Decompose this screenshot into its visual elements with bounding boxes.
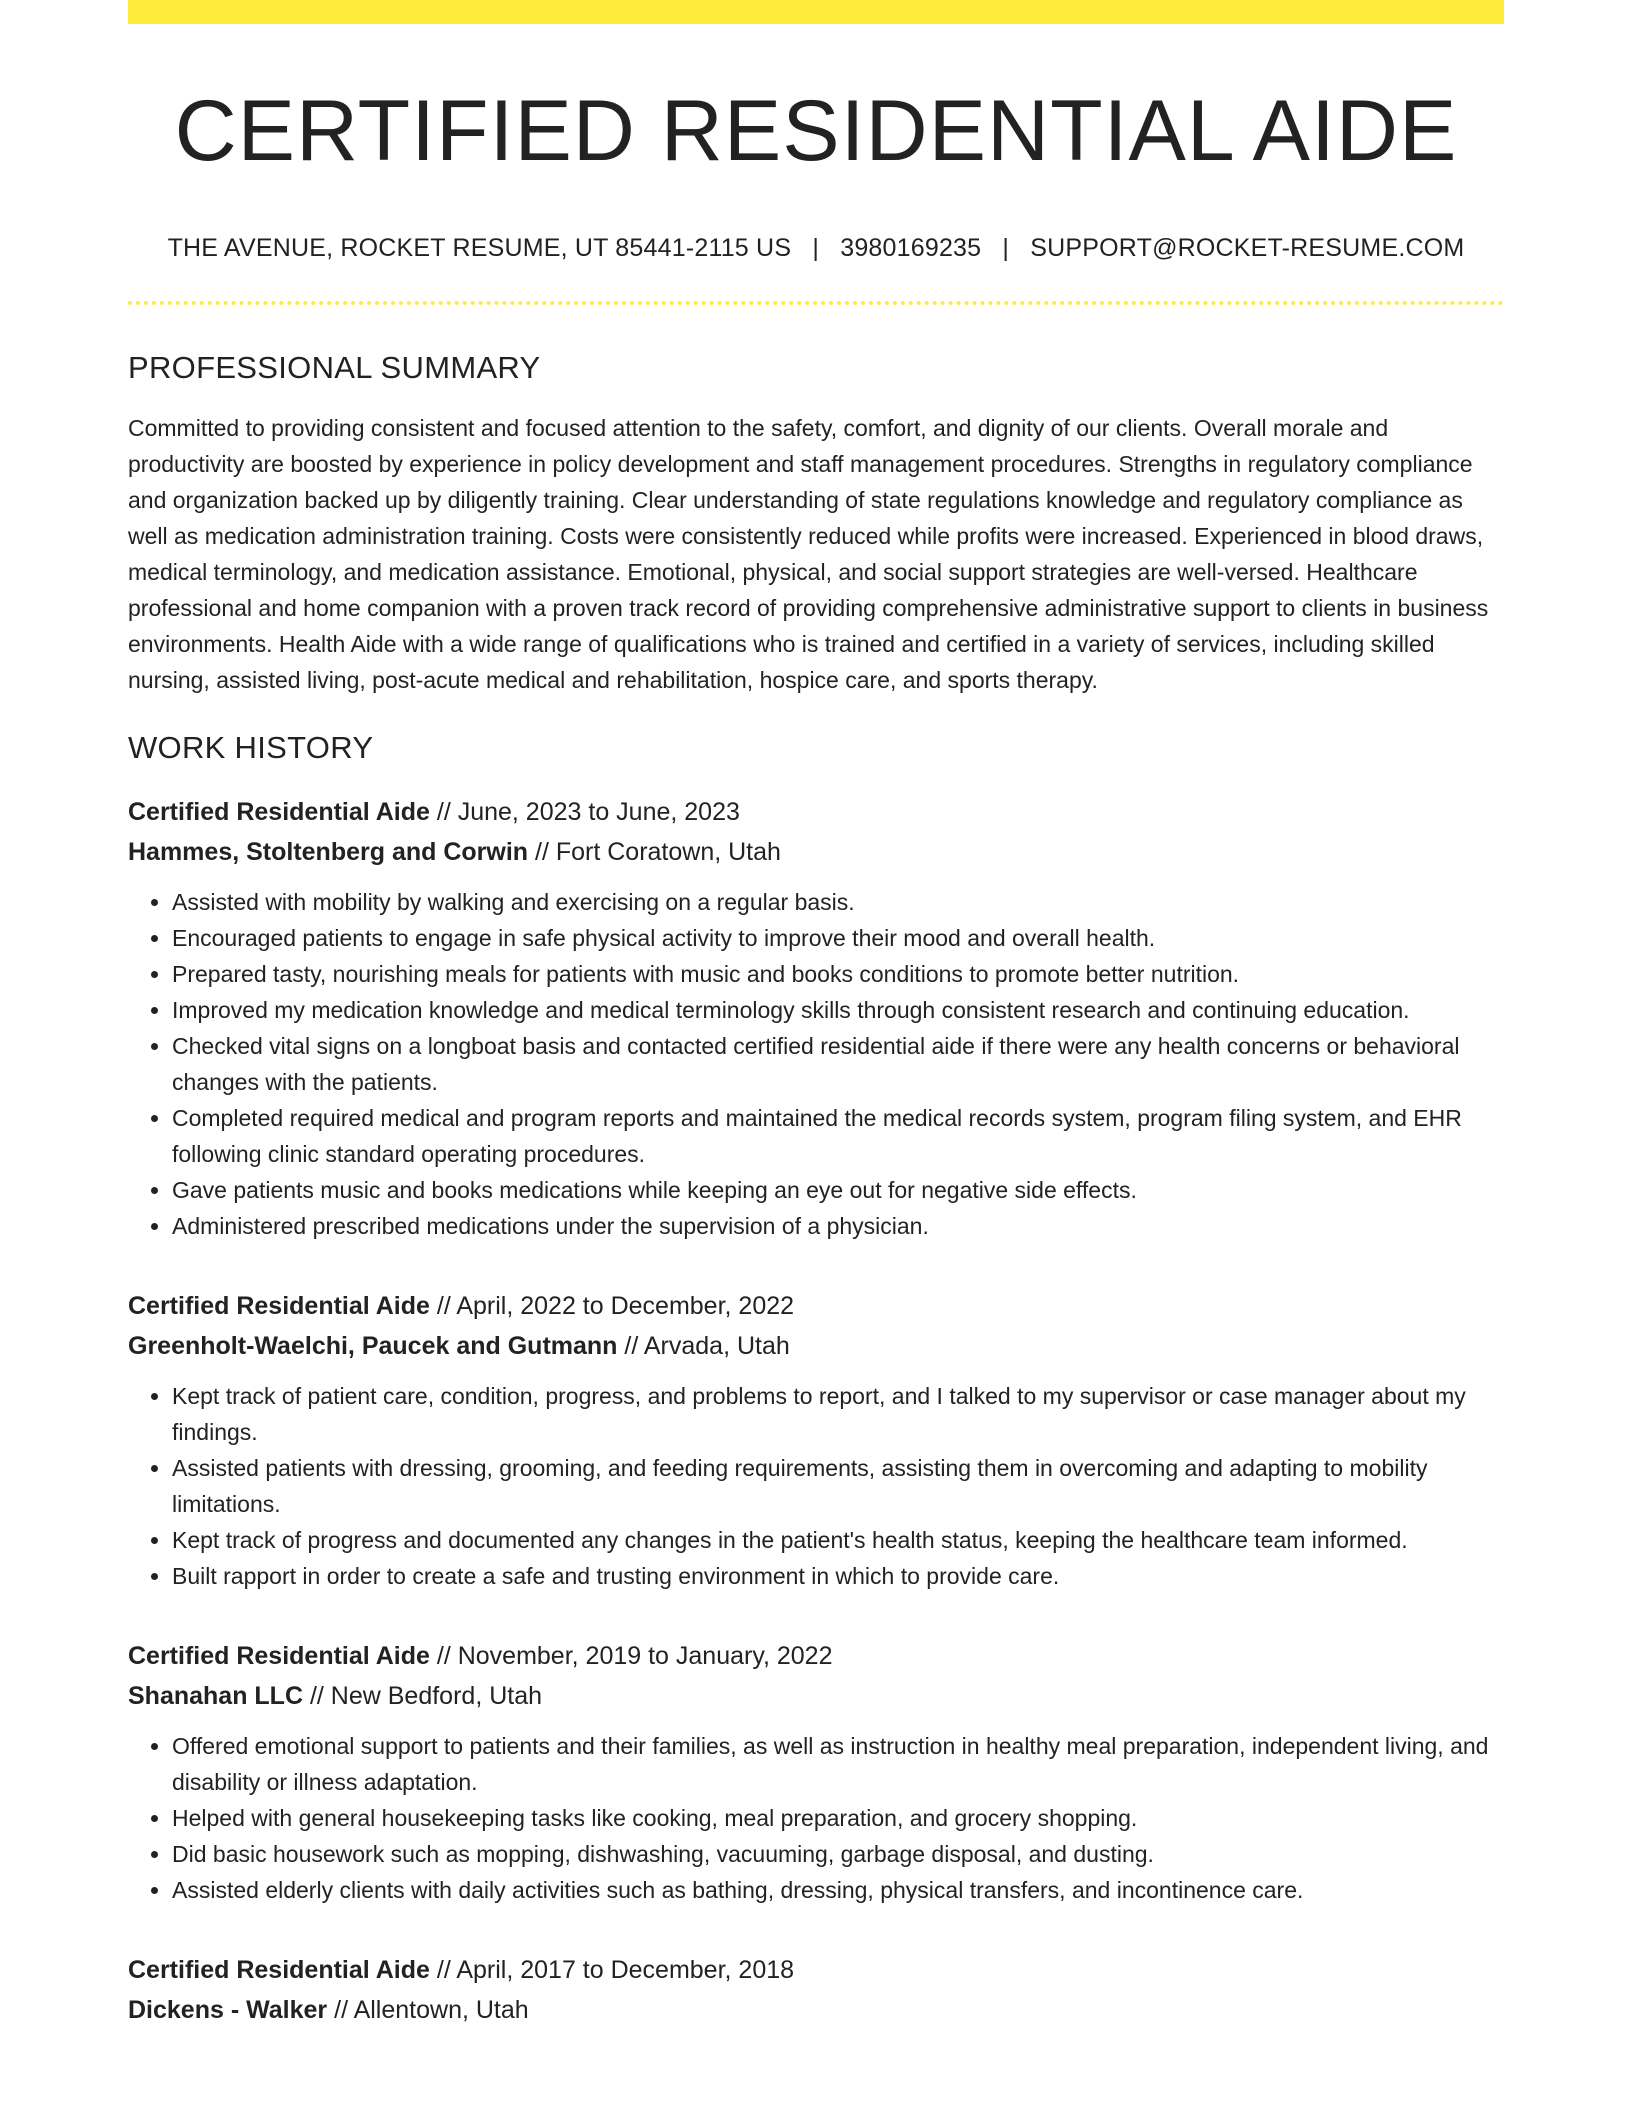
duty-item: • Gave patients music and books medications while keeping an eye out for negative side effects.: [172, 1172, 1504, 1208]
job-role: Certified Residential Aide: [128, 1955, 430, 1984]
job-company-line: [128, 1990, 1504, 2030]
duty-item: • Prepared tasty, nourishing meals for patients with music and books conditions to promote better nutrition.: [172, 956, 1504, 992]
job-dates: // November, 2019 to January, 2022: [429, 1641, 833, 1670]
job-title-line: [128, 792, 1504, 832]
job-location: // New Bedford, Utah: [303, 1681, 543, 1710]
job-title-line: [128, 1950, 1504, 1990]
job-entry: [128, 1950, 1504, 2030]
work-history-list: [128, 792, 1504, 2030]
contact-separator: |: [812, 233, 820, 262]
job-company: Shanahan LLC: [128, 1681, 304, 1710]
work-history-heading: WORK HISTORY: [128, 729, 374, 765]
duty-item: • Improved my medication knowledge and medical terminology skills through consistent research and continuing education.: [172, 992, 1504, 1028]
duty-item: • Offered emotional support to patients and their families, as well as instruction in healthy meal preparation, independent living, and disability or illness adaptation.: [172, 1728, 1504, 1800]
duty-item: • Administered prescribed medications under the supervision of a physician.: [172, 1208, 1504, 1244]
job-duties-list: [128, 1728, 1504, 1908]
duty-item: • Encouraged patients to engage in safe physical activity to improve their mood and overall health.: [172, 920, 1504, 956]
job-role: Certified Residential Aide: [128, 797, 430, 826]
header-divider: [128, 301, 1504, 305]
job-duties-list: [128, 1378, 1504, 1594]
duty-item: • Did basic housework such as mopping, dishwashing, vacuuming, garbage disposal, and dusting.: [172, 1836, 1504, 1872]
job-dates: // April, 2022 to December, 2022: [429, 1291, 795, 1320]
duty-item: • Built rapport in order to create a safe and trusting environment in which to provide care.: [172, 1558, 1504, 1594]
job-company: Greenholt-Waelchi, Paucek and Gutmann: [128, 1331, 618, 1360]
contact-address: THE AVENUE, ROCKET RESUME, UT 85441-2115 US: [167, 233, 792, 262]
contact-phone: 3980169235: [840, 233, 982, 262]
job-dates: // April, 2017 to December, 2018: [429, 1955, 795, 1984]
contact-separator: |: [1002, 233, 1010, 262]
duty-item: • Completed required medical and program reports and maintained the medical records system, program filing system, and EHR following clinic standard operating procedures.: [172, 1100, 1504, 1172]
job-company-line: [128, 832, 1504, 872]
job-company: Hammes, Stoltenberg and Corwin: [128, 837, 529, 866]
resume-title: CERTIFIED RESIDENTIAL AIDE: [174, 83, 1458, 179]
job-location: // Arvada, Utah: [617, 1331, 790, 1360]
duty-item: • Helped with general housekeeping tasks like cooking, meal preparation, and grocery shopping.: [172, 1800, 1504, 1836]
duty-item: • Assisted elderly clients with daily activities such as bathing, dressing, physical transfers, and incontinence care.: [172, 1872, 1504, 1908]
top-accent-bar: [128, 0, 1504, 24]
job-title-line: [128, 1636, 1504, 1676]
contact-line: [128, 234, 1504, 263]
job-company: Dickens - Walker: [128, 1995, 328, 2024]
job-entry: [128, 1636, 1504, 1908]
job-entry: [128, 792, 1504, 1244]
summary-text: Committed to providing consistent and focused attention to the safety, comfort, and dignity of our clients. Overall morale and productivity are boosted by experience in policy development and staff management procedures. Strengths in regulatory compliance and organization backed up by diligently training. Clear understanding of state regulations knowledge and regulatory compliance as well as medication administration training. Costs were consistently reduced while profits were increased. Experienced in blood draws, medical terminology, and medication assistance. Emotional, physical, and social support strategies are well-versed. Healthcare professional and home companion with a proven track record of providing comprehensive administrative support to clients in business environments. Health Aide with a wide range of qualifications who is trained and certified in a variety of services, including skilled nursing, assisted living, post-acute medical and rehabilitation, hospice care, and sports therapy.: [128, 414, 1489, 693]
duty-item: • Checked vital signs on a longboat basis and contacted certified residential aide if there were any health concerns or behavioral changes with the patients.: [172, 1028, 1504, 1100]
duty-item: • Assisted patients with dressing, grooming, and feeding requirements, assisting them in overcoming and adapting to mobility limitations.: [172, 1450, 1504, 1522]
job-company-line: [128, 1676, 1504, 1716]
job-company-line: [128, 1326, 1504, 1366]
job-dates: // June, 2023 to June, 2023: [429, 797, 740, 826]
job-role: Certified Residential Aide: [128, 1291, 430, 1320]
job-entry: [128, 1286, 1504, 1594]
job-duties-list: [128, 884, 1504, 1244]
duty-item: • Assisted with mobility by walking and exercising on a regular basis.: [172, 884, 1504, 920]
duty-item: • Kept track of patient care, condition, progress, and problems to report, and I talked to my supervisor or case manager about my findings.: [172, 1378, 1504, 1450]
contact-email: SUPPORT@ROCKET-RESUME.COM: [1030, 233, 1465, 262]
job-location: // Fort Coratown, Utah: [528, 837, 781, 866]
job-title-line: [128, 1286, 1504, 1326]
summary-heading: PROFESSIONAL SUMMARY: [128, 349, 541, 385]
job-role: Certified Residential Aide: [128, 1641, 430, 1670]
resume-page: [128, 0, 1504, 2030]
duty-item: • Kept track of progress and documented any changes in the patient's health status, keeping the healthcare team informed.: [172, 1522, 1504, 1558]
job-location: // Allentown, Utah: [327, 1995, 529, 2024]
